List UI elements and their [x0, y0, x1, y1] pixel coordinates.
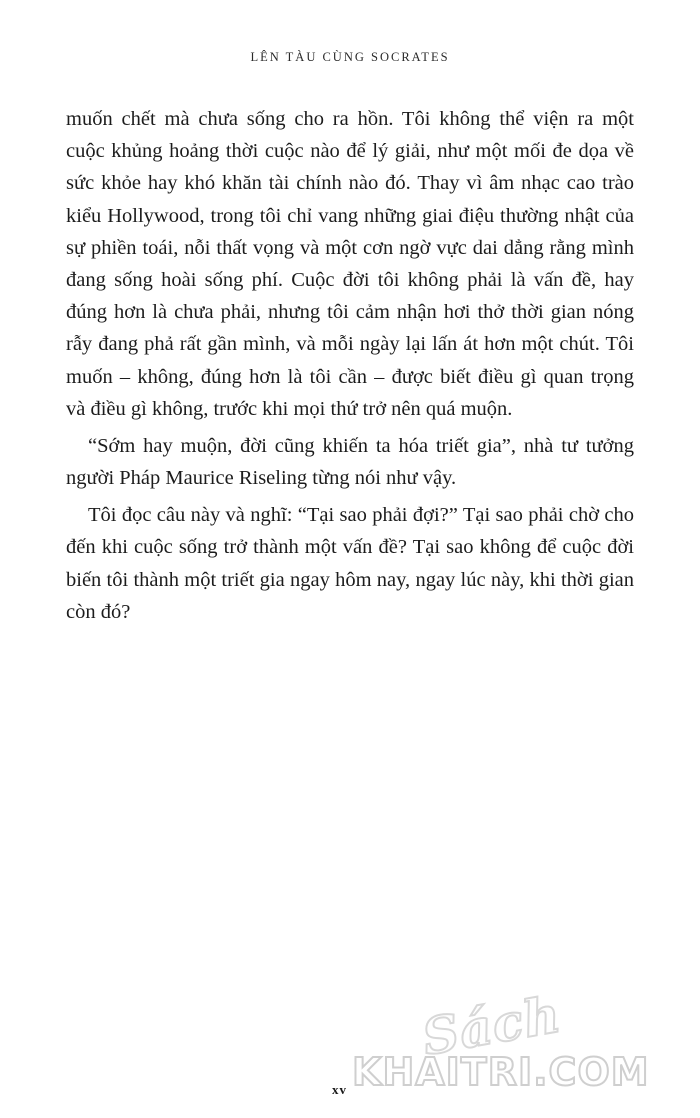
- paragraph: [66, 499, 634, 628]
- text-line: “Sớm hay muộn, đời cũng khiến ta hóa triết gia”, nhà tư tưởng: [88, 434, 634, 457]
- running-head: LÊN TÀU CÙNG SOCRATES: [250, 50, 450, 64]
- watermark-brand: KHAITRI.COM: [352, 1050, 650, 1094]
- text-line: Tôi đọc câu này và nghĩ: “Tại sao phải đợi?” Tại sao phải chờ cho: [88, 504, 634, 527]
- text-line: kiểu Hollywood, trong tôi chỉ vang những giai điệu thường nhật của: [66, 204, 634, 227]
- body-text: [66, 103, 634, 628]
- text-line: còn đó?: [66, 600, 131, 623]
- text-line: đang sống hoài sống phí. Cuộc đời tôi không phải là vấn đề, hay: [66, 268, 634, 291]
- text-line: đúng hơn là chưa phải, nhưng tôi cảm nhận hơi thở thời gian nóng: [66, 301, 634, 324]
- text-line: và điều gì không, trước khi mọi thứ trở nên quá muộn.: [66, 397, 513, 420]
- watermark-logo: [352, 984, 682, 1106]
- watermark-script: Sách: [417, 984, 566, 1067]
- text-line: muốn – không, đúng hơn là tôi cần – được biết điều gì quan trọng: [66, 365, 634, 388]
- paragraph: [66, 430, 634, 494]
- paragraph: [66, 103, 634, 425]
- text-line: biến tôi thành một triết gia ngay hôm nay, ngay lúc này, khi thời gian: [66, 568, 634, 591]
- text-line: rẫy đang phả rất gần mình, và mỗi ngày lại lấn át hơn một chút. Tôi: [66, 333, 634, 356]
- text-line: sự phiền toái, nỗi thất vọng và một cơn ngờ vực dai dẳng rằng mình: [66, 236, 634, 259]
- page-number: xv: [332, 1082, 347, 1097]
- text-line: sức khỏe hay khó khăn tài chính nào đó. Thay vì âm nhạc cao trào: [66, 172, 634, 195]
- text-line: đến khi cuộc sống trở thành một vấn đề? Tại sao không để cuộc đời: [66, 536, 634, 559]
- text-line: muốn chết mà chưa sống cho ra hồn. Tôi không thể viện ra một: [66, 108, 634, 130]
- text-line: người Pháp Maurice Riseling từng nói như vậy.: [66, 467, 457, 490]
- text-line: cuộc khủng hoảng thời cuộc nào để lý giải, như một mối đe dọa về: [66, 140, 634, 163]
